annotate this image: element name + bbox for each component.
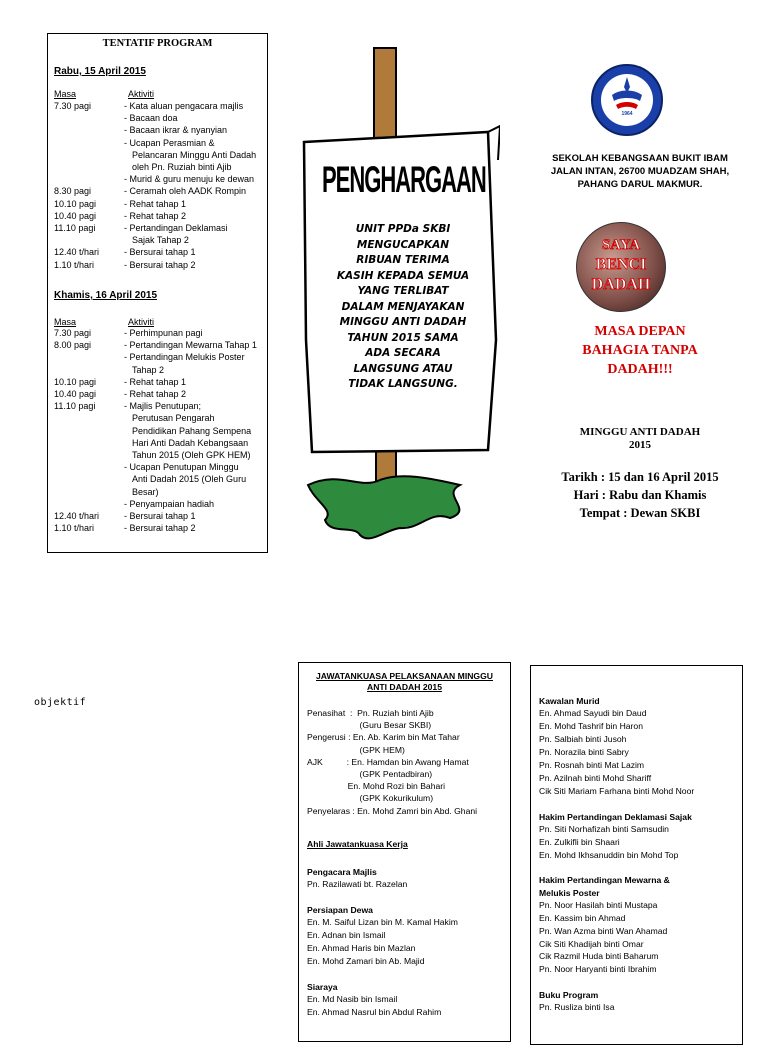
logo-year: 1964 — [621, 111, 633, 117]
schedule-row — [54, 474, 264, 485]
sign-message-line: ADA SECARA — [365, 347, 441, 359]
col-time-label: Masa — [54, 317, 77, 327]
schedule-row — [54, 138, 264, 149]
group-title: Kawalan Murid — [539, 696, 600, 706]
school-crest-icon — [590, 63, 664, 137]
grass-leaves — [308, 476, 460, 538]
schedule-activity: Tahap 2 — [132, 364, 165, 375]
event-title-line: MINGGU ANTI DADAH — [579, 426, 701, 438]
schedule-activity: - Ceramah oleh AADK Rompin — [124, 186, 247, 197]
schedule-row — [54, 389, 264, 400]
group-member: Pn. Rusliza binti Isa — [539, 1002, 615, 1013]
schedule-time: 10.10 pagi — [54, 198, 97, 209]
slogan-line: MASA DEPAN — [594, 324, 686, 339]
schedule-row — [54, 377, 264, 388]
schedule-activity: Hari Anti Dadah Kebangsaan — [132, 437, 249, 448]
schedule-row — [54, 413, 264, 424]
col-activity-label: Aktiviti — [128, 317, 155, 327]
schedule-activity: - Rehat tahap 2 — [124, 210, 187, 221]
group-member: Pn. Azilnah binti Mohd Shariff — [539, 772, 652, 783]
schedule-activity: - Ucapan Penutupan Minggu — [124, 462, 239, 473]
badge-line2: BENCI — [595, 256, 647, 273]
group-member: Pn. Siti Norhafizah binti Samsudin — [539, 823, 669, 834]
schedule-row — [54, 247, 264, 258]
schedule-row — [54, 511, 264, 522]
schedule-row — [54, 499, 264, 510]
day1-date: Rabu, 15 April 2015 — [54, 66, 146, 77]
committee-officer-line: (GPK HEM) — [307, 744, 405, 755]
schedule-time: 8.30 pagi — [54, 186, 92, 197]
group-title: Melukis Poster — [539, 887, 600, 898]
col-time-label: Masa — [54, 89, 77, 99]
schedule-activity: - Bersurai tahap 1 — [124, 247, 196, 258]
schedule-time: 11.10 pagi — [54, 401, 96, 412]
event-title — [520, 426, 760, 452]
schedule-row — [54, 113, 264, 124]
sign-message-line: TIDAK LANGSUNG. — [348, 378, 458, 390]
committee-officer-line: Penasihat : Pn. Ruziah binti Ajib — [307, 708, 434, 718]
schedule-time: 11.10 pagi — [54, 223, 96, 233]
event-venue: Tempat : Dewan SKBI — [579, 506, 701, 520]
group-member: En. M. Saiful Lizan bin M. Kamal Hakim — [307, 917, 458, 928]
schedule-activity: - Rehat tahap 1 — [124, 376, 187, 387]
tentatif-panel — [47, 33, 268, 553]
schedule-row — [54, 438, 264, 449]
sign-message-line: YANG TERLIBAT — [357, 285, 449, 297]
schedule-time: 12.40 t/hari — [54, 511, 100, 521]
schedule-row — [54, 426, 264, 437]
group-member: En. Mohd Zamari bin Ab. Majid — [307, 956, 425, 966]
schedule-time: 10.40 pagi — [54, 210, 97, 221]
group-member: Pn. Noor Haryanti binti Ibrahim — [539, 964, 657, 975]
event-date: Tarikh : 15 dan 16 April 2015 — [561, 470, 719, 484]
schedule-activity: - Bacaan doa — [124, 113, 178, 124]
school-address — [520, 152, 760, 191]
schedule-row — [54, 401, 264, 412]
schedule-activity: - Majlis Penutupan; — [124, 401, 202, 412]
sign-heading: PENGHARGAAN — [322, 158, 486, 201]
schedule-row — [54, 101, 264, 112]
group-member: Pn. Razilawati bt. Razelan — [307, 879, 408, 890]
schedule-activity: - Pertandingan Melukis Poster — [124, 352, 245, 363]
schedule-row — [54, 487, 264, 498]
slogan-line: BAHAGIA TANPA — [582, 343, 698, 358]
group-member: Cik Razmil Huda binti Baharum — [539, 951, 659, 962]
group-member: En. Ahmad Sayudi bin Daud — [539, 708, 647, 719]
sign-message — [318, 222, 488, 393]
group-member: En. Ahmad Haris bin Mazlan — [307, 943, 416, 954]
committee-officer-line: Penyelaras : En. Mohd Zamri bin Abd. Ghani — [307, 805, 478, 816]
schedule-time: 8.00 pagi — [54, 340, 92, 351]
group-member: Pn. Norazila binti Sabry — [539, 746, 629, 757]
committee-officer-line: (GPK Pentadbiran) — [307, 769, 433, 779]
address-line: PAHANG DARUL MAKMUR. — [577, 179, 703, 190]
schedule-time: 1.10 t/hari — [54, 259, 95, 270]
schedule-row — [54, 450, 264, 461]
day2-date: Khamis, 16 April 2015 — [54, 290, 158, 301]
sign-message-line: LANGSUNG ATAU — [353, 362, 453, 375]
schedule-activity: Pendidikan Pahang Sempena — [132, 425, 252, 436]
schedule-activity: - Perhimpunan pagi — [124, 328, 203, 338]
committee-panel — [298, 662, 511, 1042]
committee-officer-line: En. Mohd Rozi bin Bahari — [307, 781, 446, 792]
work-heading: Ahli Jawatankuasa Kerja — [307, 839, 408, 849]
group-member: Pn. Rosnah binti Mat Lazim — [539, 759, 645, 770]
schedule-time: 10.40 pagi — [54, 389, 97, 399]
committee-officer-line: (GPK Kokurikulum) — [307, 793, 434, 804]
group-member: Pn. Noor Hasilah binti Mustapa — [539, 899, 658, 910]
committee-title-line: ANTI DADAH 2015 — [367, 682, 442, 692]
slogan-line: DADAH!!! — [607, 362, 673, 377]
group-member: Pn. Wan Azma binti Wan Ahamad — [539, 925, 668, 936]
event-day: Hari : Rabu dan Khamis — [573, 488, 707, 502]
schedule-time: 7.30 pagi — [54, 101, 92, 111]
committee-title — [299, 671, 510, 693]
schedule-time: 12.40 t/hari — [54, 247, 100, 258]
schedule-row — [54, 462, 264, 473]
group-member: En. Mohd Tashrif bin Haron — [539, 721, 643, 732]
schedule-activity: - Rehat tahap 2 — [124, 389, 187, 399]
group-title: Persiapan Dewa — [307, 905, 373, 916]
group-title: Buku Program — [539, 990, 599, 1001]
school-logo — [590, 63, 664, 137]
schedule-activity: - Bersurai tahap 2 — [124, 259, 196, 270]
committee-title-line: JAWATANKUASA PELAKSANAAN MINGGU — [316, 671, 493, 681]
schedule-row — [54, 328, 264, 339]
schedule-row — [54, 186, 264, 197]
schedule-activity: Anti Dadah 2015 (Oleh Guru — [132, 474, 247, 485]
schedule-time: 1.10 t/hari — [54, 523, 95, 534]
schedule-row — [54, 223, 264, 234]
group-title: Hakim Pertandingan Deklamasi Sajak — [539, 811, 692, 822]
schedule-row — [54, 150, 264, 161]
signboard-illustration — [300, 40, 500, 555]
sign-message-line: DALAM MENJAYAKAN — [341, 300, 465, 313]
group-member: En. Zulkifli bin Shaari — [539, 836, 620, 847]
group-member: En. Adnan bin Ismail — [307, 930, 386, 941]
address-line: SEKOLAH KEBANGSAAN BUKIT IBAM — [552, 153, 728, 164]
objektif-label: objektif — [34, 697, 87, 708]
sign-message-line: UNIT PPDa SKBI — [355, 223, 451, 235]
slogan — [520, 322, 760, 379]
committee-officer-line: Pengerusi : En. Ab. Karim bin Mat Tahar — [307, 732, 460, 743]
sign-message-line: MINGGU ANTI DADAH — [339, 316, 467, 328]
schedule-activity: Perutusan Pengarah — [132, 413, 215, 424]
sign-message-line: MENGUCAPKAN — [356, 238, 450, 251]
group-title: Pengacara Majlis — [307, 867, 377, 877]
badge-line1: SAYA — [601, 237, 641, 253]
schedule-row — [54, 365, 264, 376]
schedule-row — [54, 340, 264, 351]
schedule-activity: Pelancaran Minggu Anti Dadah — [132, 149, 257, 160]
schedule-row — [54, 523, 264, 534]
schedule-activity: - Bersurai tahap 1 — [124, 511, 196, 521]
committee-officer-line: AJK : En. Hamdan bin Awang Hamat — [307, 756, 469, 767]
sign-message-line: RIBUAN TERIMA — [356, 254, 450, 266]
committee-panel-continued — [530, 665, 743, 1045]
schedule-row — [54, 211, 264, 222]
address-line: JALAN INTAN, 26700 MUADZAM SHAH, — [550, 166, 730, 177]
schedule-time: 7.30 pagi — [54, 328, 92, 338]
sign-message-line: TAHUN 2015 SAMA — [347, 331, 459, 344]
schedule-row — [54, 162, 264, 173]
group-member: Pn. Salbiah binti Jusoh — [539, 734, 627, 744]
group-member: En. Ahmad Nasrul bin Abdul Rahim — [307, 1007, 442, 1017]
group-member: Cik Siti Mariam Farhana binti Mohd Noor — [539, 785, 695, 796]
anti-drug-badge — [576, 222, 666, 312]
schedule-activity: - Ucapan Perasmian & — [124, 137, 215, 148]
schedule-activity: - Kata aluan pengacara majlis — [124, 101, 244, 111]
schedule-row — [54, 174, 264, 185]
schedule-activity: - Murid & guru menuju ke dewan — [124, 174, 255, 185]
schedule-activity: Besar) — [132, 486, 159, 497]
tentatif-title: TENTATIF PROGRAM — [102, 38, 213, 49]
group-member: Cik Siti Khadijah binti Omar — [539, 938, 644, 949]
group-member: En. Md Nasib bin Ismail — [307, 994, 398, 1005]
event-title-line: 2015 — [629, 439, 651, 451]
schedule-row — [54, 260, 264, 271]
group-member: En. Kassim bin Ahmad — [539, 912, 626, 923]
schedule-activity: - Penyampaian hadiah — [124, 498, 215, 509]
schedule-activity: - Pertandingan Mewarna Tahap 1 — [124, 340, 257, 351]
badge-line3: DADAH — [591, 276, 651, 293]
schedule-activity: - Bersurai tahap 2 — [124, 523, 196, 534]
col-activity-label: Aktiviti — [128, 89, 155, 99]
schedule-activity: Sajak Tahap 2 — [132, 235, 189, 246]
schedule-activity: - Pertandingan Deklamasi — [124, 223, 228, 233]
group-title: Siaraya — [307, 981, 338, 992]
committee-officer-line: (Guru Besar SKBI) — [307, 720, 432, 731]
group-title: Hakim Pertandingan Mewarna & — [539, 875, 670, 886]
schedule-row — [54, 199, 264, 210]
sign-message-line: KASIH KEPADA SEMUA — [336, 269, 470, 282]
schedule-row — [54, 125, 264, 136]
schedule-time: 10.10 pagi — [54, 376, 97, 387]
group-member: En. Mohd Ikhsanuddin bin Mohd Top — [539, 849, 679, 860]
schedule-row — [54, 352, 264, 363]
schedule-activity: Tahun 2015 (Oleh GPK HEM) — [132, 450, 251, 460]
schedule-row — [54, 235, 264, 246]
schedule-activity: - Rehat tahap 1 — [124, 198, 187, 209]
schedule-activity: - Bacaan ikrar & nyanyian — [124, 125, 228, 136]
schedule-activity: oleh Pn. Ruziah binti Ajib — [132, 162, 232, 172]
